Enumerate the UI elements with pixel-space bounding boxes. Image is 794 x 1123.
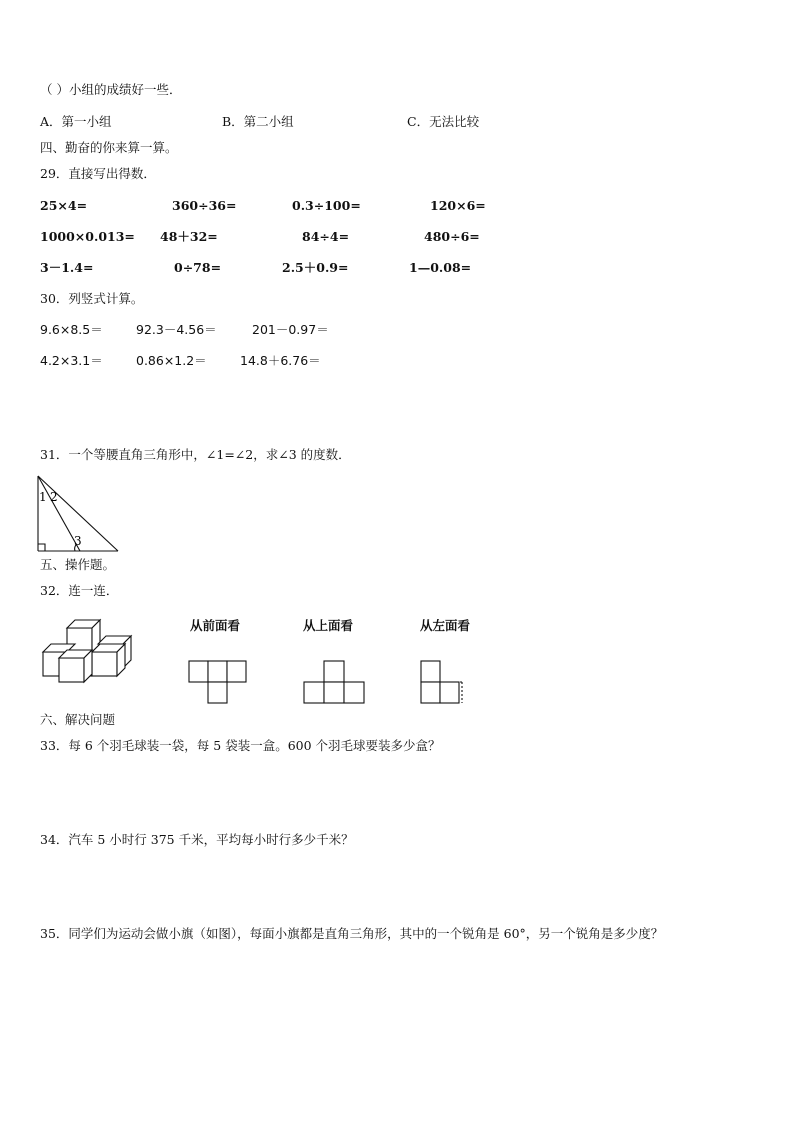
- q29-title: 29．直接写出得数．: [40, 166, 156, 181]
- q35-text: 35．同学们为运动会做小旗（如图），每面小旗都是直角三角形，其中的一个锐角是 60°，另一个锐角是多少度？: [40, 926, 664, 941]
- q29-item: 0÷78=: [174, 260, 222, 275]
- q30-item: 0.86×1.2＝: [136, 353, 207, 368]
- angle-1-label: 1: [39, 490, 47, 504]
- section-5-heading: 五、操作题。: [40, 557, 116, 572]
- q28-option-b: B．第二小组: [222, 114, 294, 129]
- q30-item: 9.6×8.5＝: [40, 322, 103, 337]
- section-6-heading: 六、解决问题: [40, 712, 116, 727]
- q34-text: 34．汽车 5 小时行 375 千米，平均每小时行多少千米？: [40, 832, 354, 847]
- q29-item: 1—0.08=: [409, 260, 472, 275]
- q28-option-c: C．无法比较: [407, 114, 480, 129]
- q30-item: 4.2×3.1＝: [40, 353, 103, 368]
- q30-item: 14.8＋6.76＝: [240, 353, 321, 368]
- section-4-heading: 四、勤奋的你来算一算。: [40, 140, 178, 155]
- q32-title: 32．连一连．: [40, 583, 119, 598]
- q29-item: 360÷36=: [172, 198, 237, 213]
- angle-2-label: 2: [50, 490, 58, 504]
- q29-item: 480÷6=: [424, 229, 480, 244]
- q29-item: 3－1.4=: [40, 260, 94, 275]
- view-top-label: 从上面看: [303, 618, 354, 633]
- q29-item: 48＋32=: [160, 229, 218, 244]
- q28-stem: （ ）小组的成绩好一些．: [40, 82, 182, 97]
- q30-item: 92.3－4.56＝: [136, 322, 217, 337]
- q29-item: 0.3÷100=: [292, 198, 361, 213]
- cube-stack-figure: [40, 614, 140, 694]
- q28-option-a: A．第一小组: [40, 114, 112, 129]
- view-front-label: 从前面看: [190, 618, 241, 633]
- q30-title: 30．列竖式计算。: [40, 291, 144, 306]
- q29-item: 84÷4=: [302, 229, 350, 244]
- angle-3-label: 3: [74, 534, 82, 548]
- triangle-figure: [30, 474, 120, 554]
- q29-item: 120×6=: [430, 198, 486, 213]
- q31-title: 31．一个等腰直角三角形中，∠1=∠2，求∠3 的度数．: [40, 447, 351, 462]
- view-left-label: 从左面看: [420, 618, 471, 633]
- view-b-shape: [304, 660, 368, 704]
- q29-item: 1000×0.013=: [40, 229, 135, 244]
- q33-text: 33．每 6 个羽毛球装一袋，每 5 袋装一盒。600 个羽毛球要装多少盒？: [40, 738, 441, 753]
- view-c-shape: [421, 660, 467, 704]
- view-a-shape: [189, 660, 251, 704]
- q29-item: 2.5＋0.9=: [282, 260, 349, 275]
- q29-item: 25×4=: [40, 198, 88, 213]
- q30-item: 201－0.97＝: [252, 322, 329, 337]
